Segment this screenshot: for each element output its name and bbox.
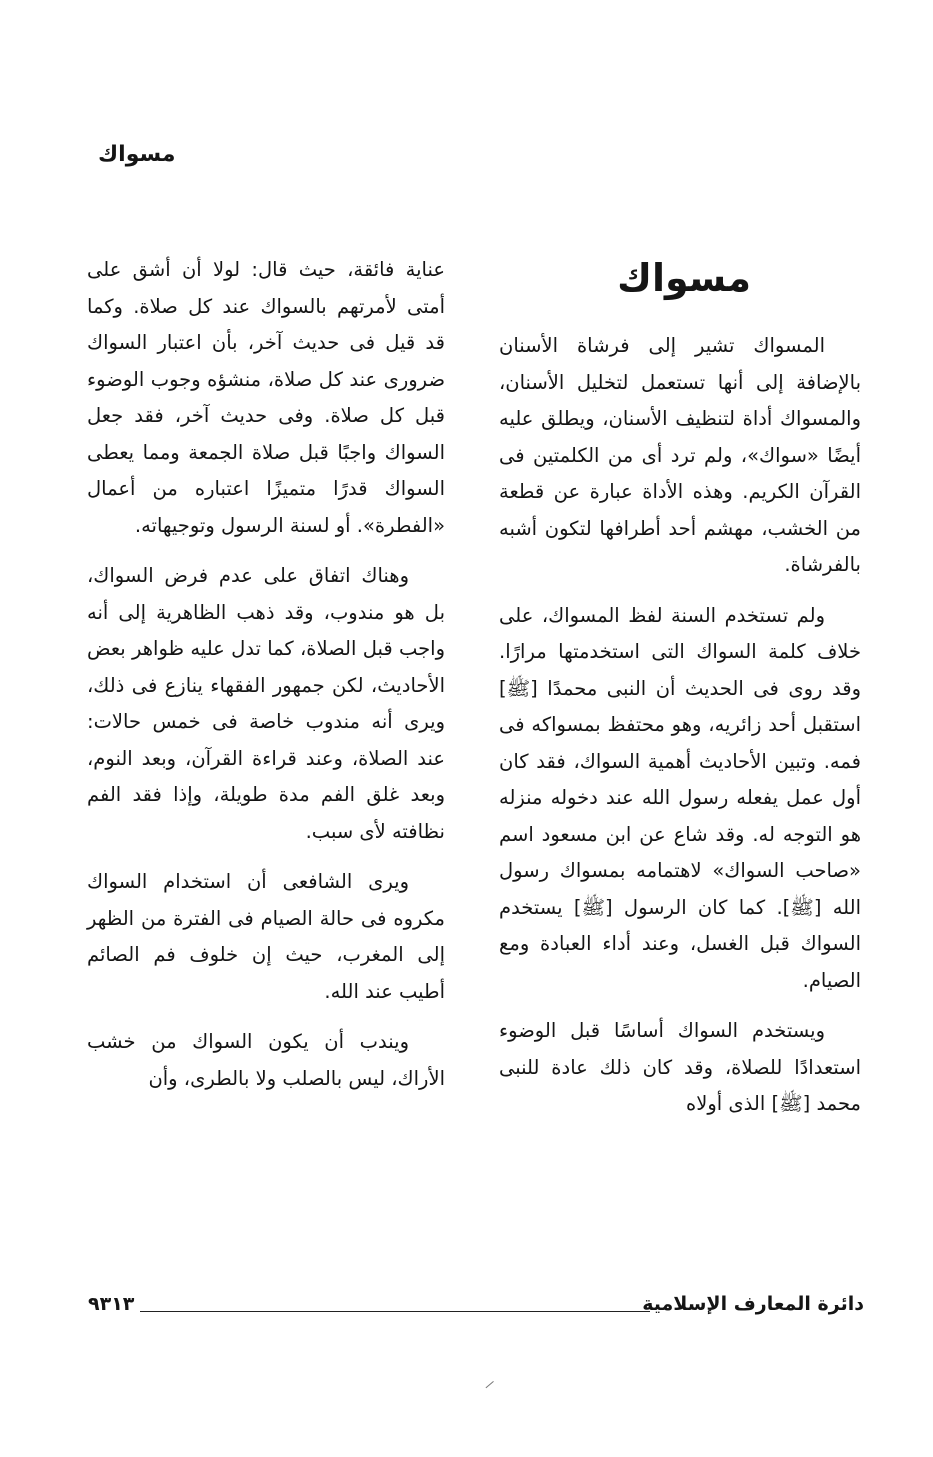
publication-title: دائرة المعارف الإسلامية	[642, 1293, 864, 1315]
article-title: مسواك	[617, 256, 751, 300]
page-footer	[88, 1293, 864, 1325]
paragraph: عناية فائقة، حيث قال: لولا أن أشق على أمتى لأمرتهم بالسواك عند كل صلاة. وكما قد قيل فى حديث آخر، بأن اعتبار السواك ضرورى عند كل صلاة، منشؤه وجوب الوضوء قبل كل صلاة. وفى حديث آخر، فقد جعل السواك واجبًا قبل صلاة الجمعة ومما يعطى السواك قدرًا متميزًا اعتباره من أعمال «الفطرة». أو لسنة الرسول وتوجيهاته.	[87, 258, 445, 537]
page-number: ٩٣١٣	[88, 1293, 135, 1315]
paragraph: وهناك اتفاق على عدم فرض السواك، بل هو مندوب، وقد ذهب الظاهرية إلى أنه واجب قبل الصلاة، كما تدل عليه ظواهر بعض الأحاديث، لكن جمهور الفقهاء ينازع فى ذلك، ويرى أنه مندوب خاصة فى خمس حالات: عند الصلاة، وعند قراءة القرآن، وبعد النوم، وبعد غلق الفم مدة طويلة، وإذا فقد الفم نظافته لأى سبب.	[87, 564, 445, 843]
paragraph: ولم تستخدم السنة لفظ المسواك، على خلاف كلمة السواك التى استخدمتها مرارًا. وقد روى فى الحديث أن النبى محمدًا [ﷺ] استقبل أحد زائريه، وهو محتفظ بمسواكه فى فمه. وتبين الأحاديث أهمية السواك، فقد كان أول عمل يفعله رسول الله عند دخوله منزله هو التوجه له. وقد شاع عن ابن مسعود اسم «صاحب السواك» لاهتمامه بمسواك رسول الله [ﷺ]. كما كان الرسول [ﷺ] يستخدم السواك قبل الغسل، وعند أداء العبادة ومع الصيام.	[499, 603, 861, 992]
paragraph: المسواك تشير إلى فرشاة الأسنان بالإضافة إلى أنها تستعمل لتخليل الأسنان، والمسواك أداة لتنظيف الأسنان، ويطلق عليه أيضًا «سواك»، ولم ترد أى من الكلمتين فى القرآن الكريم. وهذه الأداة عبارة عن قطعة من الخشب، مهشم أحد أطرافها لتكون أشبه بالفرشاة.	[499, 334, 861, 576]
paragraph: ويستخدم السواك أساسًا قبل الوضوء استعدادًا للصلاة، وقد كان ذلك عادة للنبى محمد [ﷺ] الذى أولاه	[499, 1019, 861, 1115]
paragraph: ويندب أن يكون السواك من خشب الأراك، ليس بالصلب ولا بالطرى، وأن	[87, 1030, 445, 1090]
stray-ink-mark	[486, 1381, 495, 1389]
right-column	[499, 256, 861, 1137]
left-column	[87, 252, 445, 1111]
running-head-title: مسواك	[98, 142, 176, 167]
paragraph: ويرى الشافعى أن استخدام السواك مكروه فى حالة الصيام فى الفترة من الظهر إلى المغرب، حيث إن خلوف فم الصائم أطيب عند الله.	[87, 870, 445, 1003]
footer-divider	[140, 1311, 650, 1312]
